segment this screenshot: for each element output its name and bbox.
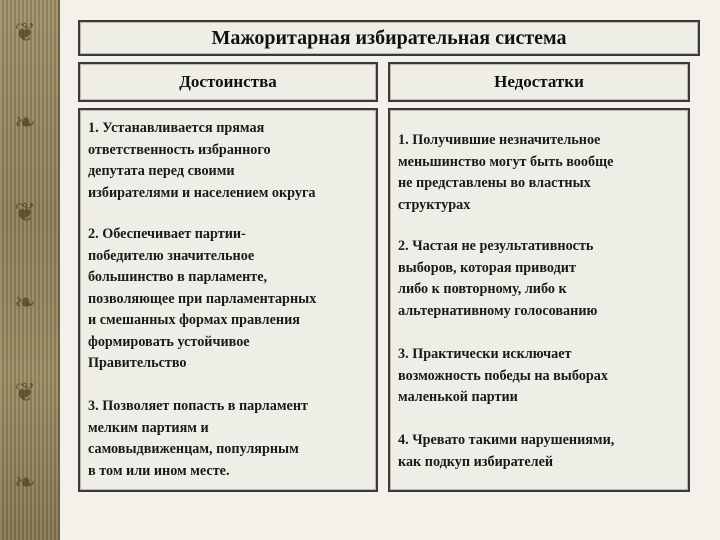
advantages-header: Достоинства — [78, 62, 378, 102]
disadvantages-column — [388, 108, 690, 492]
disadvantages-header: Недостатки — [388, 62, 690, 102]
disadvantage-item-1: 1. Получившие незначительное меньшинство могут быть вообще не представлены во властных структурах — [398, 132, 614, 213]
leaf-ornament-icon: ❦ — [14, 378, 36, 407]
leaf-ornament-icon: ❧ — [14, 288, 36, 317]
advantages-column — [78, 108, 378, 492]
leaf-ornament-icon: ❧ — [14, 108, 36, 137]
advantage-item-1: 1. Устанавливается прямая ответственность избранного депутата перед своими избирателями и населением округа — [88, 120, 316, 201]
decorative-side-strip — [0, 0, 60, 540]
advantage-item-2: 2. Обеспечивает партии- победителю значительное большинство в парламенте, позволяющее при парламентарных и смешанных формах правления формировать устойчивое Правительство — [88, 226, 317, 371]
disadvantage-item-3: 3. Практически исключает возможность победы на выборах маленькой партии — [398, 346, 608, 405]
slide-title: Мажоритарная избирательная система — [78, 20, 700, 56]
leaf-ornament-icon: ❦ — [14, 198, 36, 227]
disadvantage-item-4: 4. Чревато такими нарушениями, как подкуп избирателей — [398, 432, 615, 470]
leaf-ornament-icon: ❧ — [14, 468, 36, 497]
disadvantage-item-2: 2. Частая не результативность выборов, которая приводит либо к повторному, либо к альтернативному голосованию — [398, 238, 598, 319]
advantage-item-3: 3. Позволяет попасть в парламент мелким партиям и самовыдвиженцам, популярным в том или ином месте. — [88, 398, 308, 479]
leaf-ornament-icon: ❦ — [14, 18, 36, 47]
